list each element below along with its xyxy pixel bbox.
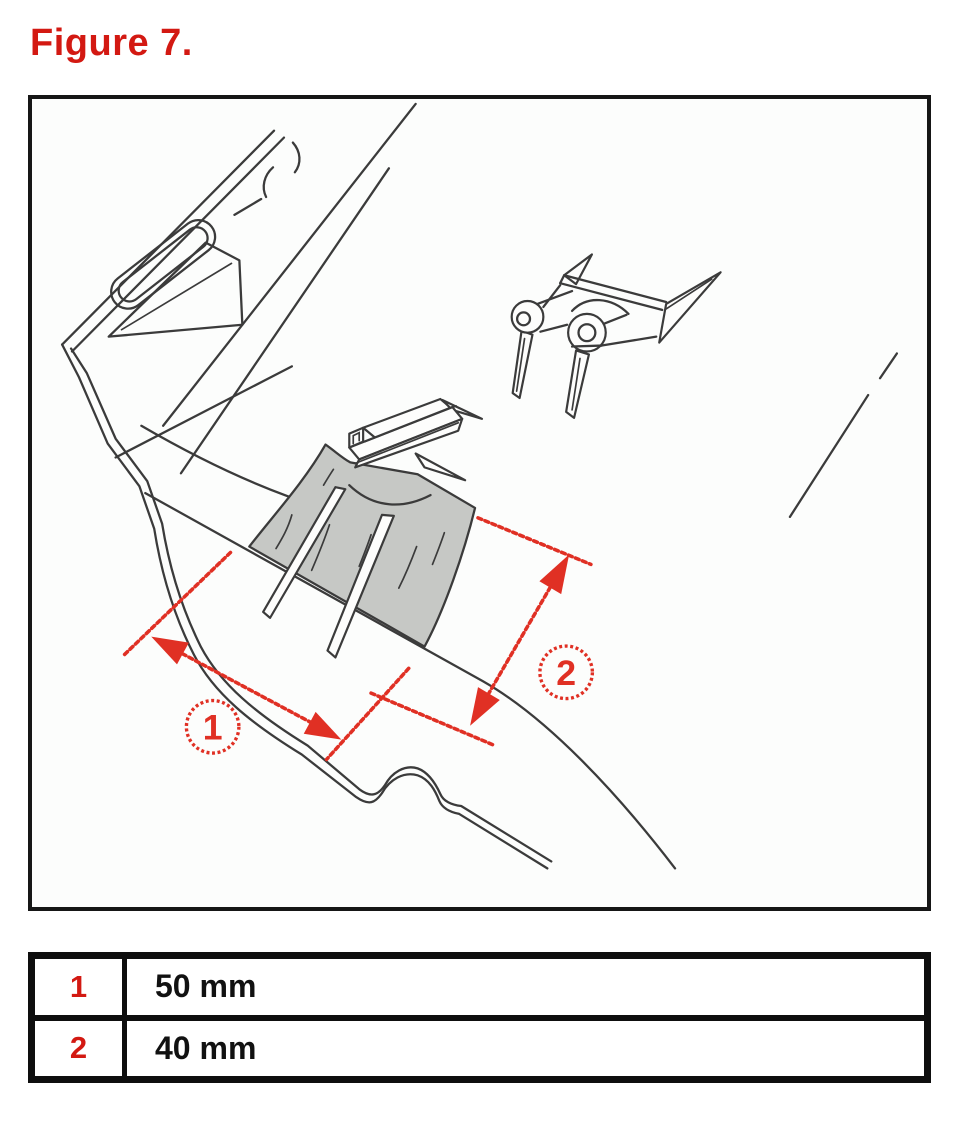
ref-cell: 2 bbox=[35, 1021, 127, 1077]
value-cell: 40 mm bbox=[155, 1029, 257, 1066]
callout-2-label: 2 bbox=[556, 653, 577, 694]
panel-flap bbox=[109, 243, 243, 337]
ref-cell: 1 bbox=[35, 959, 127, 1015]
panel-edge-dashes bbox=[790, 353, 897, 516]
sealant-pad bbox=[249, 445, 475, 647]
table-row bbox=[35, 1015, 924, 1077]
figure-7-illustration bbox=[32, 99, 927, 907]
table-row bbox=[35, 959, 924, 1015]
retaining-clip bbox=[512, 254, 721, 417]
callout-1-label: 1 bbox=[202, 707, 223, 748]
figure-title: Figure 7. bbox=[30, 22, 193, 64]
figure-frame bbox=[28, 95, 931, 911]
dimension-reference-table bbox=[28, 952, 931, 1083]
value-cell: 50 mm bbox=[155, 968, 257, 1005]
